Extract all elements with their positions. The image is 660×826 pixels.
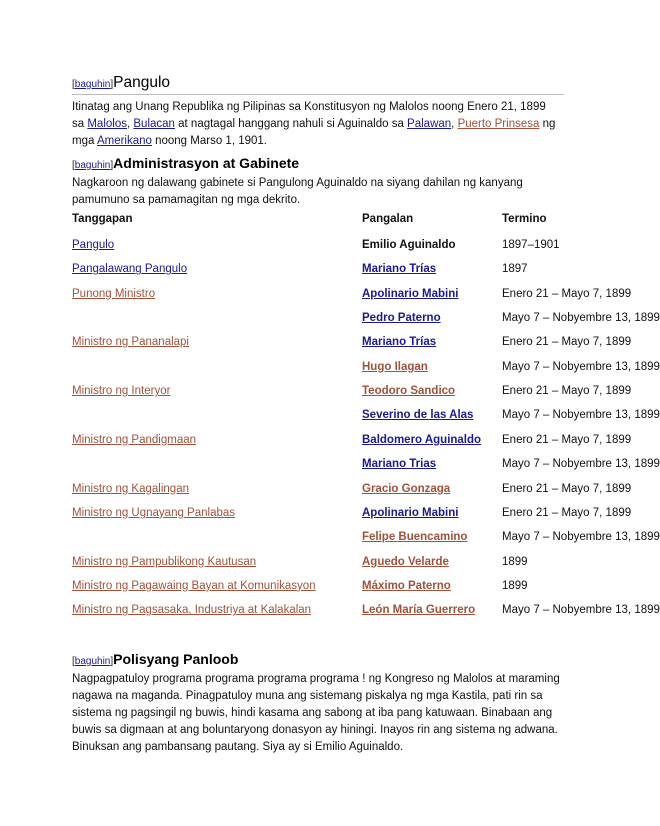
table-row [72, 483, 638, 509]
term-cell: Mayo 7 – Nobyembre 13, 1899 [502, 531, 660, 544]
name-cell [362, 483, 450, 495]
gabinete-paragraph: Nagkaroon ng dalawang gabinete si Pangulong Aguinaldo na siyang dahilan ng kanyang pamumuno sa pamamagitan ng mga dekrito. [72, 177, 523, 206]
name-cell [362, 507, 458, 519]
link-puerto-prinsesa[interactable]: Puerto Prinsesa [457, 118, 540, 130]
office-link[interactable]: Ministro ng Pagawaing Bayan at Komunikasyon [72, 579, 316, 592]
text: sa [72, 118, 88, 130]
office-cell [72, 239, 114, 251]
term-cell: Mayo 7 – Nobyembre 13, 1899 [502, 312, 660, 325]
section-title: Pangulo [113, 74, 171, 91]
office-link[interactable]: Ministro ng Ugnayang Panlabas [72, 506, 236, 519]
text: , [451, 118, 458, 130]
office-cell [72, 604, 311, 616]
office-link[interactable]: Ministro ng Pananalapi [72, 336, 189, 349]
name-cell [362, 458, 436, 470]
office-link[interactable]: Pangalawang Pangulo [72, 263, 188, 276]
name-link[interactable]: Pedro Paterno [362, 312, 441, 325]
name-cell [362, 409, 473, 421]
term-cell: Enero 21 – Mayo 7, 1899 [502, 506, 632, 519]
name-link[interactable]: Mariano Trías [362, 263, 437, 276]
table-row [72, 580, 638, 606]
edit-link[interactable]: baguhin [74, 79, 111, 90]
term-cell: 1897–1901 [502, 239, 560, 251]
pangulo-paragraph [72, 99, 566, 150]
office-cell [72, 336, 189, 348]
name-link[interactable]: Gracio Gonzaga [362, 482, 451, 495]
office-cell [72, 580, 316, 592]
office-link[interactable]: Pangulo [72, 239, 115, 251]
edit-link[interactable]: baguhin [74, 656, 111, 667]
column-header: Pangalan [362, 213, 414, 225]
office-cell [72, 434, 196, 446]
table-row [72, 312, 660, 338]
column-header: Termino [502, 213, 547, 225]
term-cell: Mayo 7 – Nobyembre 13, 1899 [502, 409, 660, 422]
office-link[interactable]: Ministro ng Pagsasaka, Industriya at Kalakalan [72, 604, 312, 617]
heading-divider [72, 94, 564, 95]
term-cell: Mayo 7 – Nobyembre 13, 1899 [502, 360, 660, 373]
name-link[interactable]: León María Guerrero [362, 604, 476, 617]
name-cell [362, 434, 481, 446]
edit-link-wrapper: [baguhin] [72, 656, 114, 667]
name-cell [362, 531, 467, 543]
office-cell [72, 483, 189, 495]
office-cell [72, 507, 235, 519]
office-cell [72, 288, 155, 300]
office-cell [72, 263, 187, 275]
link-bulacan[interactable]: Bulacan [133, 118, 175, 130]
section-heading-panloob [72, 651, 238, 669]
text: , [126, 118, 134, 130]
edit-link-wrapper: [baguhin] [72, 79, 114, 90]
name-link[interactable]: Hugo Ilagan [362, 360, 428, 373]
text: mga [72, 135, 97, 147]
link-malolos[interactable]: Malolos [87, 118, 127, 130]
section-heading-pangulo [72, 74, 170, 92]
table-row [72, 556, 638, 582]
term-cell: Enero 21 – Mayo 7, 1899 [502, 433, 632, 446]
term-cell: Mayo 7 – Nobyembre 13, 1899 [502, 604, 660, 617]
office-link[interactable]: Ministro ng Interyor [72, 385, 171, 398]
table-row [72, 531, 660, 557]
term-cell: Enero 21 – Mayo 7, 1899 [502, 482, 632, 495]
name-cell [362, 556, 449, 568]
term-cell: 1897 [502, 263, 528, 276]
section-heading-gabinete [72, 155, 299, 173]
name-cell [362, 336, 436, 348]
term-cell: Enero 21 – Mayo 7, 1899 [502, 385, 632, 398]
name-cell: Emilio Aguinaldo [362, 239, 456, 251]
name-link[interactable]: Aguedo Velarde [362, 555, 449, 568]
link-amerikano[interactable]: Amerikano [96, 135, 152, 147]
name-cell [362, 580, 451, 592]
section-title: Administrasyon at Gabinete [113, 155, 300, 171]
table-row [72, 458, 660, 484]
name-link[interactable]: Teodoro Sandico [362, 385, 456, 398]
table-row [72, 385, 638, 411]
table-row [72, 434, 638, 460]
term-cell: Enero 21 – Mayo 7, 1899 [502, 287, 632, 300]
name-link[interactable]: Apolinario Mabini [362, 506, 459, 519]
name-link[interactable]: Apolinario Mabini [362, 287, 459, 300]
term-cell: 1899 [502, 555, 528, 568]
office-link[interactable]: Punong Ministro [72, 287, 156, 300]
table-row [72, 360, 660, 387]
table-row [72, 604, 660, 630]
term-cell: Mayo 7 – Nobyembre 13, 1899 [502, 458, 660, 471]
edit-link[interactable]: baguhin [74, 160, 111, 171]
text: ng [539, 118, 556, 130]
link-palawan[interactable]: Palawan [407, 118, 452, 130]
office-link[interactable]: Ministro ng Pandigmaan [72, 433, 197, 446]
office-cell [72, 385, 170, 397]
table-row [72, 288, 638, 314]
name-link[interactable]: Baldomero Aguinaldo [362, 433, 482, 446]
edit-link-wrapper: [baguhin] [72, 160, 114, 171]
table-header-row [72, 213, 638, 239]
term-cell: Enero 21 – Mayo 7, 1899 [502, 336, 632, 349]
name-link[interactable]: Severino de las Alas [362, 409, 474, 422]
name-link[interactable]: Mariano Trías [362, 336, 437, 349]
name-link[interactable]: Mariano Trias [362, 458, 437, 471]
name-cell [362, 385, 455, 397]
name-cell [362, 604, 475, 616]
name-cell [362, 263, 436, 275]
name-link[interactable]: Máximo Paterno [362, 579, 451, 592]
section-title: Polisyang Panloob [113, 651, 239, 667]
table-row [72, 507, 638, 533]
text: at nagtagal hanggang nahuli si Aguinaldo sa [174, 118, 408, 130]
panloob-paragraph: Nagpagpatuloy programa programa programa programa ! ng Kongreso ng Malolos at maraming nagawa na maganda. Pinagpatuloy muna ang sistemang piskalya ng mga Kastila, pati rin sa sistema ng pagsingil ng buwis, hindi kasama ang sabong at iba pang katuwaan. Binabaan ang buwis sa digmaan at ang boluntaryong donasyon ay hiningi. Inayos rin ang sistema ng adwana. Binuksan ang pambansang pautang. Siya ay si Emilio Aguinaldo. [72, 673, 560, 753]
table-row [72, 263, 638, 289]
table-row [72, 409, 660, 435]
name-cell [362, 361, 428, 373]
name-cell [362, 288, 458, 300]
column-header: Tanggapan [72, 213, 133, 225]
table-row [72, 336, 638, 362]
text: noong Marso 1, 1901. [151, 135, 267, 147]
office-link[interactable]: Ministro ng Pampublikong Kautusan [72, 555, 257, 568]
text: Itinatag ang Unang Republika ng Pilipinas sa Konstitusyon ng Malolos noong Enero 21, 1899 [72, 101, 546, 113]
name-link[interactable]: Felipe Buencamino [362, 531, 468, 544]
office-cell [72, 556, 256, 568]
term-cell: 1899 [502, 579, 528, 592]
table-row [72, 239, 638, 265]
office-link[interactable]: Ministro ng Kagalingan [72, 482, 189, 495]
name-cell [362, 312, 441, 324]
